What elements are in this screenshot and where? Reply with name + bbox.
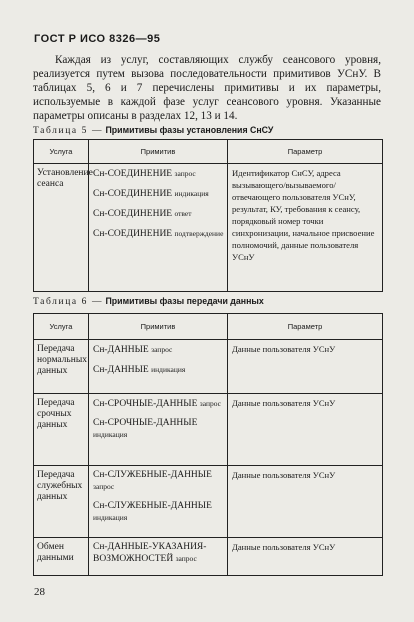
primitive-item [93, 470, 224, 493]
parameter-text: Данные пользователя УСнУ [232, 470, 336, 480]
service-cell [34, 340, 89, 394]
parameter-text: Данные пользователя УСнУ [232, 344, 336, 354]
primitive-name: Сн-СОЕДИНЕНИЕ [93, 169, 173, 179]
document-header: ГОСТ Р ИСО 8326—95 [34, 33, 161, 45]
service-cell [34, 164, 93, 292]
primitive-name: Сн-СОЕДИНЕНИЕ [93, 189, 173, 199]
primitive-name: Сн-ДАННЫЕ [93, 365, 149, 375]
table6-body [34, 340, 383, 576]
primitive-item [93, 344, 224, 356]
primitive-item [93, 168, 224, 180]
primitive-name: Сн-СЛУЖЕБНЫЕ-ДАННЫЕ [93, 470, 212, 480]
parameter-cell [228, 466, 383, 538]
primitive-qualifier: запрос [199, 399, 221, 408]
table6-caption [33, 296, 264, 307]
table6-caption-prefix: Таблица 6 — [33, 297, 104, 307]
table6 [33, 313, 383, 576]
parameter-text: Данные пользователя УСнУ [232, 542, 336, 552]
service-cell [34, 538, 89, 576]
table6-header-primitive: Примитив [89, 314, 228, 340]
table5-caption-title: Примитивы фазы установления СнСУ [105, 125, 274, 135]
primitive-name: Сн-СОЕДИНЕНИЕ [93, 229, 173, 239]
primitive-qualifier: запрос [151, 345, 173, 354]
parameter-cell [228, 340, 383, 394]
service-cell [34, 394, 89, 466]
primitive-qualifier: индикация [93, 513, 128, 522]
table5-caption-prefix: Таблица 5 — [33, 126, 104, 136]
primitive-qualifier: индикация [151, 365, 186, 374]
primitive-cell [89, 538, 228, 576]
table5-header-primitive: Примитив [89, 140, 228, 164]
table5-header-service: Услуга [34, 140, 89, 164]
primitive-item [93, 364, 224, 376]
service-label: Передача срочных данных [37, 398, 75, 430]
primitive-qualifier: запрос [93, 482, 115, 491]
parameter-cell [228, 394, 383, 466]
service-label: Передача нормальных данных [37, 344, 87, 376]
parameter-text: Данные пользователя УСнУ [232, 398, 336, 408]
primitive-item [93, 501, 224, 524]
parameter-cell [228, 538, 383, 576]
service-label: Установление сеанса [37, 168, 93, 189]
primitive-qualifier: ответ [174, 209, 192, 218]
primitive-name: Сн-СЛУЖЕБНЫЕ-ДАННЫЕ [93, 501, 212, 511]
primitive-name: Сн-СОЕДИНЕНИЕ [93, 209, 173, 219]
table5-row [34, 164, 383, 292]
primitive-item [93, 418, 224, 441]
primitive-qualifier: запрос [175, 554, 197, 563]
primitive-name: Сн-СРОЧНЫЕ-ДАННЫЕ [93, 399, 198, 409]
table6-row [34, 538, 383, 576]
primitive-item [93, 228, 224, 240]
primitive-qualifier: подтверждение [174, 229, 224, 238]
primitive-name: Сн-ДАННЫЕ-УКАЗАНИЯ-ВОЗМОЖНОСТЕЙ [93, 542, 207, 564]
primitive-item [93, 542, 224, 565]
table6-row [34, 394, 383, 466]
page-number: 28 [34, 586, 45, 598]
parameter-text: Идентификатор СнСУ, адреса вызывающего/вызываемого/отвечающего пользователя УСнУ, результат, КУ, требования к сеансу, порядковый номер точки синхронизации, начальное присвоение полномочий, данные пользователя УСнУ [232, 168, 375, 262]
primitive-name: Сн-ДАННЫЕ [93, 345, 149, 355]
primitive-cell [89, 466, 228, 538]
primitive-qualifier: индикация [93, 430, 128, 439]
service-label: Обмен данными [37, 542, 74, 563]
primitive-cell [89, 394, 228, 466]
service-cell [34, 466, 89, 538]
primitive-name: Сн-СРОЧНЫЕ-ДАННЫЕ [93, 418, 198, 428]
primitive-cell [89, 164, 228, 292]
table5-caption [33, 125, 273, 136]
parameter-cell [228, 164, 383, 292]
primitive-cell [89, 340, 228, 394]
primitive-qualifier: запрос [174, 169, 196, 178]
table5-body [34, 164, 383, 292]
primitive-qualifier: индикация [174, 189, 209, 198]
table5 [33, 139, 383, 292]
primitive-item [93, 188, 224, 200]
table6-row [34, 340, 383, 394]
service-label: Передача служебных данных [37, 470, 83, 502]
intro-paragraph: Каждая из услуг, составляющих службу сеансового уровня, реализуется путем вызова последовательности примитивов УСнУ. В таблицах 5, 6 и 7 перечислены примитивы и их параметры, используемые в каждой фазе услуг сеансового уровня. Указанные параметры описаны в разделах 12, 13 и 14. [33, 54, 381, 122]
primitive-item [93, 208, 224, 220]
table6-row [34, 466, 383, 538]
table5-header-parameter: Параметр [228, 140, 383, 164]
table6-header-parameter: Параметр [228, 314, 383, 340]
table6-header-service: Услуга [34, 314, 89, 340]
table6-caption-title: Примитивы фазы передачи данных [105, 296, 264, 306]
primitive-item [93, 398, 224, 410]
